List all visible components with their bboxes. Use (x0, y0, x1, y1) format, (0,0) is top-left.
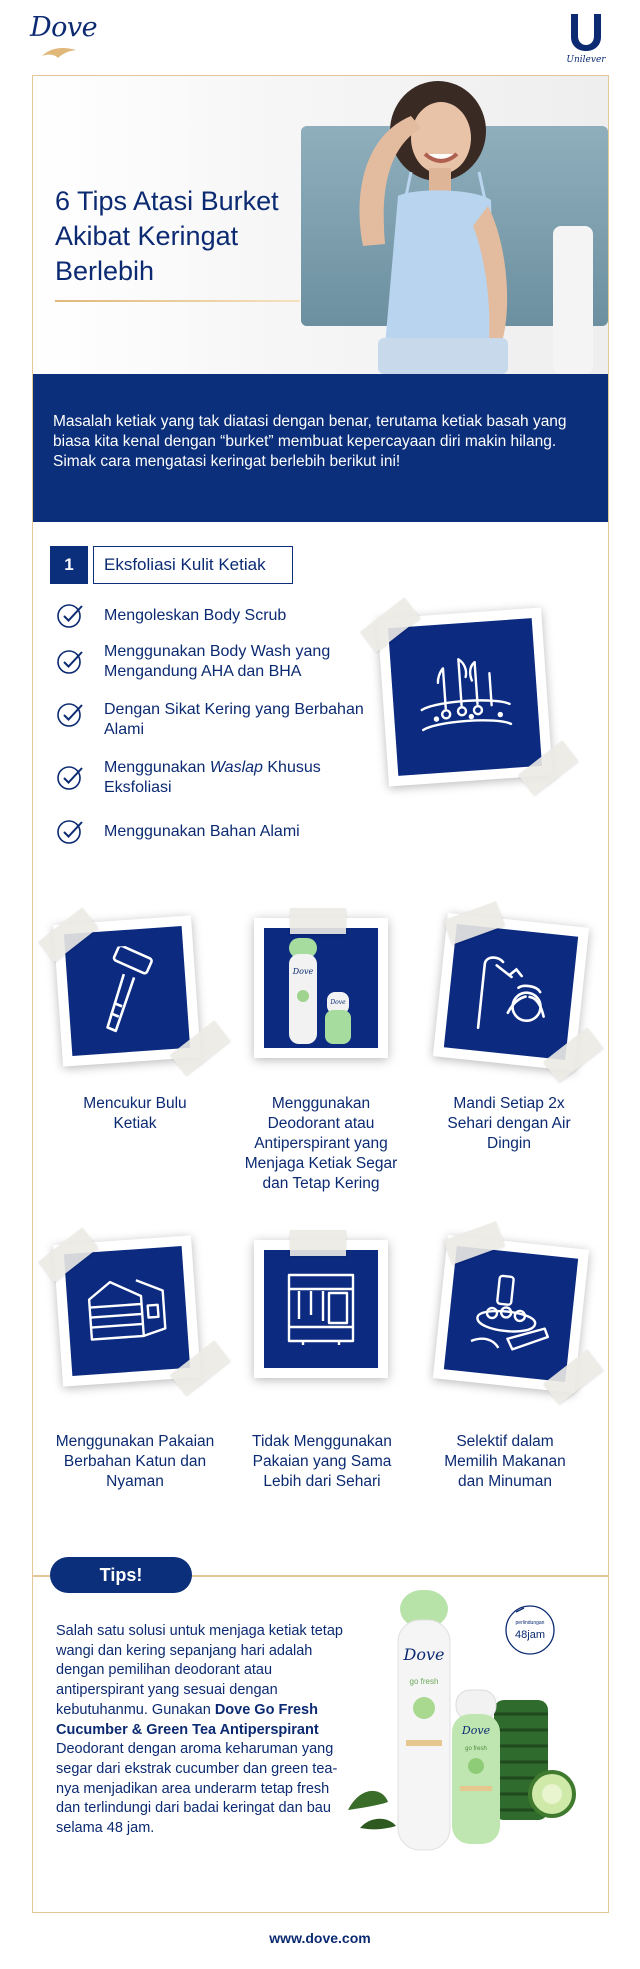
list-item-text: Mengoleskan Body Scrub (104, 607, 287, 624)
shower-icon (462, 943, 561, 1042)
tip-caption-shower: Mandi Setiap 2x Sehari dengan Air Dingin (447, 1095, 571, 1152)
tips-label: Tips! (50, 1557, 192, 1593)
tips-text-after: Deodorant dengan aroma keharuman yang segar dari ekstrak cucumber dan green tea-nya menjadikan area underarm tetap fresh dan terlindungi dari badai keringat dan bau selama 48 jam. (56, 1741, 338, 1837)
48h-protection-badge (506, 1606, 554, 1654)
list-item-italic-word: Waslap (209, 759, 263, 776)
unilever-u-icon (568, 12, 604, 52)
tip-caption-wardrobe: Tidak Menggunakan Pakaian yang Sama Lebih dari Sehari (252, 1433, 392, 1490)
list-item (56, 822, 376, 842)
skin-photo-card (377, 607, 552, 786)
hero-title: 6 Tips Atasi Burket Akibat Keringat Berlebih (55, 186, 279, 286)
list-item (56, 606, 376, 626)
check-circle-icon (56, 601, 86, 631)
list-item-text-before: Menggunakan (104, 759, 210, 776)
tape-decoration (290, 908, 346, 934)
dove-logo (30, 12, 102, 58)
unilever-logo-text: Unilever (566, 55, 606, 65)
list-item-text: Menggunakan Bahan Alami (104, 823, 300, 840)
tip-caption-razor: Mencukur Bulu Ketiak (83, 1095, 187, 1132)
deodorant-product (271, 932, 371, 1048)
spray-brand-label: Dove (403, 1645, 445, 1664)
unilever-logo (558, 12, 614, 64)
food-icon (462, 1265, 561, 1364)
wardrobe-icon (281, 1269, 361, 1349)
spray-sub-label: go fresh (409, 1677, 439, 1686)
dove-logo-text: Dove (30, 12, 98, 43)
section-number: 1 (50, 546, 88, 584)
razor-icon (84, 943, 170, 1038)
list-item (56, 758, 376, 798)
check-circle-icon (56, 817, 86, 847)
hero-banner (33, 76, 608, 374)
check-circle-icon (56, 700, 86, 730)
rollon-brand-label: Dove (461, 1724, 491, 1737)
cotton-clothes-icon (79, 1268, 174, 1354)
top-header (0, 0, 640, 75)
tips-product-name: Dove Go Fresh Cucumber & Green Tea Antiperspirant (56, 1701, 319, 1738)
list-item (56, 700, 376, 740)
tape-decoration (290, 1230, 346, 1256)
list-item (56, 642, 376, 682)
intro-band (33, 374, 608, 522)
svg-text:Dove: Dove (292, 967, 314, 976)
footer-url[interactable]: www.dove.com (269, 1930, 371, 1946)
tip-caption-food: Selektif dalam Memilih Makanan dan Minuman (444, 1433, 566, 1490)
badge-main-text: 48jam (515, 1629, 545, 1641)
badge-small-text: perlindungan (515, 1620, 545, 1626)
check-circle-icon (56, 647, 86, 677)
tip-caption-deodorant: Menggunakan Deodorant atau Antiperspirant yang Menjaga Ketiak Segar dan Tetap Kering (244, 1095, 398, 1192)
exfoliation-list (56, 600, 376, 842)
svg-text:Dove: Dove (330, 999, 346, 1006)
tip-card-deodorant (254, 918, 388, 1058)
list-item-text-after: Khusus Eksfoliasi (104, 759, 321, 796)
tips-text-before: Salah satu solusi untuk menjaga ketiak tetap wangi dan kering sepanjang hari adalah dengan pemilihan deodorant atau antiperspirant yang sesuai dengan kebutuhanmu. Gunakan (56, 1623, 343, 1718)
product-illustration (340, 1590, 580, 1890)
skin-follicle-icon (412, 644, 519, 751)
section-title: Eksfoliasi Kulit Ketiak (93, 546, 293, 584)
list-item-text: Menggunakan Body Wash yang Mengandung AHA dan BHA (104, 643, 331, 680)
dove-bird-icon (40, 46, 80, 60)
hero-title-underline (55, 300, 300, 302)
tip-caption-cotton: Menggunakan Pakaian Berbahan Katun dan Nyaman (55, 1433, 215, 1490)
list-item-text: Dengan Sikat Kering yang Berbahan Alami (104, 701, 364, 738)
tip-card-wardrobe (254, 1240, 388, 1378)
check-circle-icon (56, 763, 86, 793)
cucumber-slices (494, 1700, 574, 1820)
intro-text: Masalah ketiak yang tak diatasi dengan benar, terutama ketiak basah yang biasa kita kenal dengan “burket” membuat kepercayaan diri makin hilang. Simak cara mengatasi keringat berlebih berikut ini! (53, 413, 567, 470)
tips-paragraph (56, 1622, 356, 1839)
rollon-sub-label: go fresh (465, 1746, 487, 1752)
